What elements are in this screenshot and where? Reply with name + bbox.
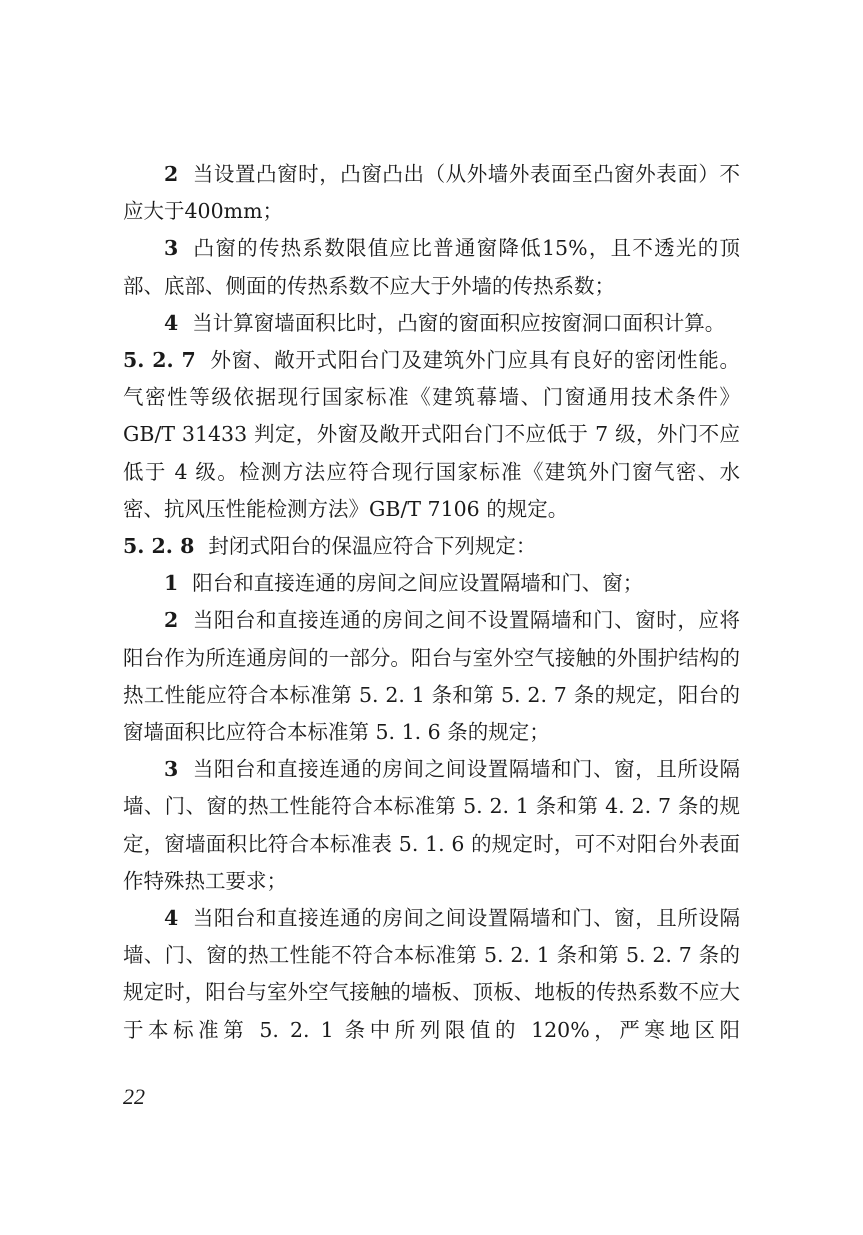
- item-text: 凸窗的传热系数限值应比普通窗降低15%，且不透光的顶部、底部、侧面的传热系数不应大于外墙的传热系数；: [123, 236, 740, 298]
- item-number: 4: [164, 310, 179, 335]
- list-item: [123, 900, 740, 1049]
- item-number: 3: [164, 236, 179, 261]
- item-text: 当设置凸窗时，凸窗凸出（从外墙外表面至凸窗外表面）不应大于400mm；: [123, 162, 740, 224]
- list-item: [123, 156, 740, 230]
- list-item: [123, 230, 740, 304]
- clause-number: 5. 2. 8: [123, 534, 195, 559]
- item-text: 阳台和直接连通的房间之间应设置隔墙和门、窗；: [192, 571, 644, 596]
- item-number: 3: [164, 757, 179, 782]
- clause-number: 5. 2. 7: [123, 348, 196, 373]
- page-number: 22: [123, 1084, 145, 1109]
- item-text: 当阳台和直接连通的房间之间设置隔墙和门、窗，且所设隔墙、门、窗的热工性能不符合本标准第 5. 2. 1 条和第 5. 2. 7 条的规定时，阳台与室外空气接触的墙板、顶板、地板的传热系数不应大于本标准第 5. 2. 1 条中所列限值的 120%，严寒地区阳: [123, 906, 740, 1042]
- item-number: 2: [164, 608, 179, 633]
- list-item: [123, 565, 740, 602]
- clause-5-2-8: [123, 528, 740, 565]
- item-text: 当计算窗墙面积比时，凸窗的窗面积应按窗洞口面积计算。: [192, 310, 726, 335]
- item-text: 当阳台和直接连通的房间之间不设置隔墙和门、窗时，应将阳台作为所连通房间的一部分。阳台与室外空气接触的外围护结构的热工性能应符合本标准第 5. 2. 1 条和第 5. 2. 7 条的规定，阳台的窗墙面积比应符合本标准第 5. 1. 6 条的规定；: [123, 608, 740, 745]
- clause-5-2-7: [123, 342, 740, 528]
- item-text: 当阳台和直接连通的房间之间设置隔墙和门、窗，且所设隔墙、门、窗的热工性能符合本标准第 5. 2. 1 条和第 4. 2. 7 条的规定，窗墙面积比符合本标准表 5. 1. 6 的规定时，可不对阳台外表面作特殊热工要求；: [123, 757, 740, 893]
- list-item: [123, 602, 740, 751]
- list-item: [123, 751, 740, 900]
- clause-text: 外窗、敞开式阳台门及建筑外门应具有良好的密闭性能。气密性等级依据现行国家标准《建筑幕墙、门窗通用技术条件》GB/T 31433 判定，外窗及敞开式阳台门不应低于 7 级，外门不应低于 4 级。检测方法应符合现行国家标准《建筑外门窗气密、水密、抗风压性能检测方法》GB/T 7106 的规定。: [123, 348, 741, 521]
- body-text: [123, 156, 740, 1049]
- clause-text: 封闭式阳台的保温应符合下列规定：: [208, 534, 537, 559]
- item-number: 4: [164, 906, 179, 931]
- item-number: 2: [164, 162, 179, 186]
- list-item: [123, 305, 740, 342]
- item-number: 1: [164, 571, 179, 596]
